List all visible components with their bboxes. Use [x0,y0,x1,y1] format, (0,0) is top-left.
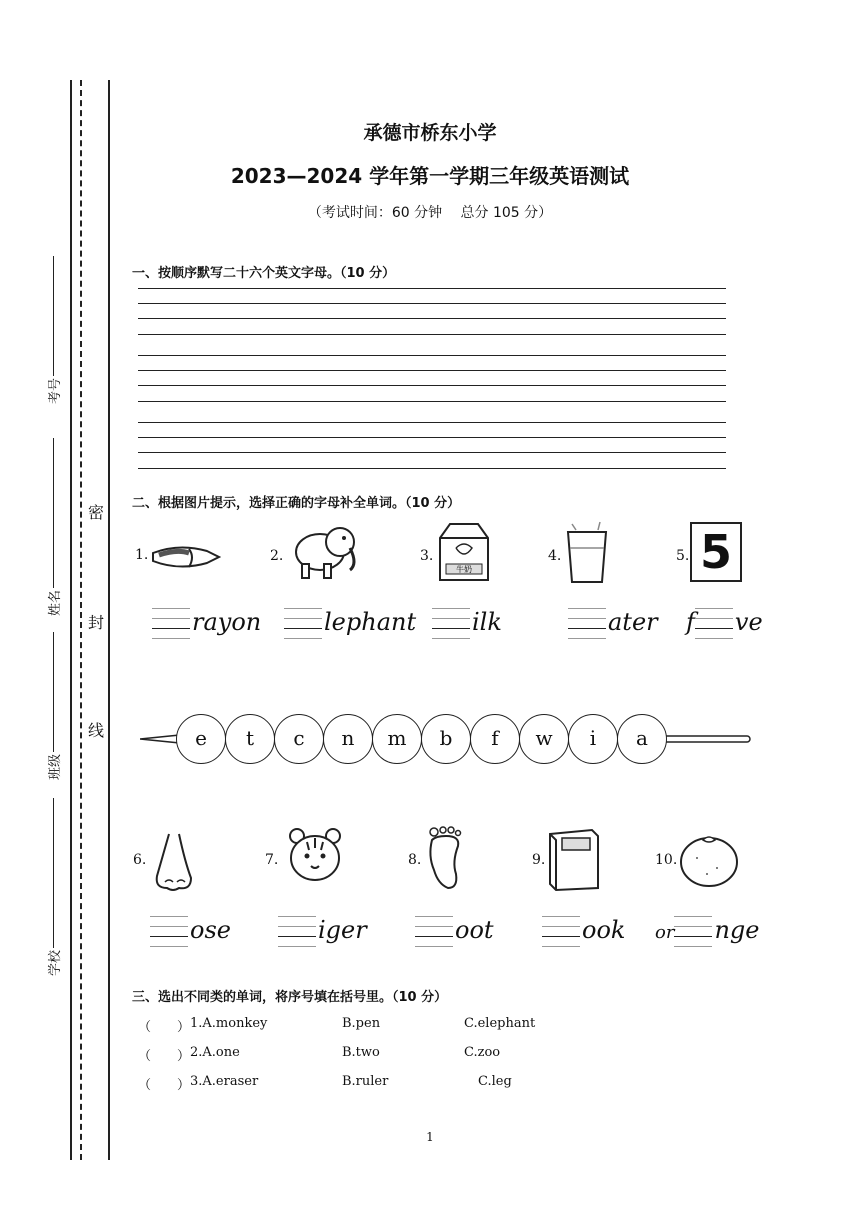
picture-item-4: 4. [548,520,658,590]
seal-char-feng: 封 [88,613,105,632]
exam-info: （考试时间：60 分钟 总分 105 分） [307,205,553,221]
picture-item-7: 7. [265,826,375,896]
elephant-icon [284,520,364,584]
orange-icon [677,828,741,890]
picture-item-2: 2. [270,520,380,590]
word-fill-10[interactable]: or nge [655,914,759,944]
letter-bead: c [274,714,324,764]
letter-bead: w [519,714,569,764]
picture-item-3: 3. 牛奶 [420,520,530,590]
exam-title: 2023—2024 学年第一学期三年级英语测试 [230,164,630,188]
picture-item-9: 9. [532,826,642,896]
milk-label: 牛奶 [456,565,472,574]
letter-blank[interactable] [278,914,316,944]
section3-heading: 三、选出不同类的单词，将序号填在括号里。（10 分） [132,990,448,1005]
section2-heading: 二、根据图片提示，选择正确的字母补全单词。（10 分） [132,496,461,511]
option-c: C.leg [478,1074,512,1089]
option-a: 1.A.monkey [190,1016,268,1031]
seal-char-xian: 线 [88,721,105,740]
option-a: 2.A.one [190,1045,240,1060]
margin-line-outer [70,80,72,1160]
letter-blank[interactable] [568,606,606,636]
exam-no-field[interactable] [44,256,63,404]
word-fill-1[interactable]: rayon [152,606,261,636]
letter-blank[interactable] [432,606,470,636]
letter-bead: a [617,714,667,764]
page-number: 1 [426,1130,434,1144]
tiger-icon [283,826,347,890]
margin-line-dashed [80,80,82,1160]
answer-bracket[interactable]: （ ） [138,1020,191,1035]
letter-blank[interactable] [674,914,712,944]
letter-bead-skewer [140,714,760,768]
picture-item-10: 10. [655,826,765,896]
picture-item-8: 8. [408,826,518,896]
answer-bracket[interactable]: （ ） [138,1049,191,1064]
name-label: 姓名 [48,589,63,616]
nose-icon [151,832,197,894]
picture-item-6: 6. [133,828,243,898]
school-field[interactable] [44,798,63,976]
word-fill-8[interactable]: oot [415,914,494,944]
letter-bead: i [568,714,618,764]
word-fill-9[interactable]: ook [542,914,625,944]
margin-line-inner [108,80,110,1160]
picture-item-5: 5. 5 [676,522,786,592]
number-five-icon: 5 [690,522,742,582]
word-fill-2[interactable]: lephant [284,606,416,636]
picture-item-1: 1. [135,525,245,595]
letter-blank[interactable] [152,606,190,636]
school-name: 承德市桥东小学 [363,122,497,144]
answer-bracket[interactable]: （ ） [138,1078,191,1093]
letter-bead: m [372,714,422,764]
letter-bead: b [421,714,471,764]
option-a: 3.A.eraser [190,1074,259,1089]
word-fill-6[interactable]: ose [150,914,231,944]
water-glass-icon [562,520,612,586]
letter-blank[interactable] [695,606,733,636]
letter-blank[interactable] [284,606,322,636]
class-field[interactable] [44,632,63,780]
milk-carton-icon [434,520,494,584]
section1-heading: 一、按顺序默写二十六个英文字母。（10 分） [132,266,396,281]
option-b: B.pen [342,1016,381,1031]
word-fill-4[interactable]: ater [568,606,658,636]
school-label: 学校 [48,949,63,976]
letter-blank[interactable] [415,914,453,944]
letter-bead: f [470,714,520,764]
letter-bead: n [323,714,373,764]
foot-icon [422,826,472,892]
seal-char-mi: 密 [88,503,105,522]
book-icon [546,828,602,892]
class-label: 班级 [48,753,63,780]
letter-bead: e [176,714,226,764]
word-fill-3[interactable]: ilk [432,606,502,636]
option-c: C.zoo [464,1045,501,1060]
option-b: B.ruler [342,1074,389,1089]
option-c: C.elephant [464,1016,536,1031]
letter-blank[interactable] [542,914,580,944]
crayon-icon [149,539,221,575]
word-fill-7[interactable]: iger [278,914,367,944]
letter-blank[interactable] [150,914,188,944]
option-b: B.two [342,1045,380,1060]
exam-no-label: 考号 [48,377,63,404]
word-fill-5[interactable]: f ve [686,606,763,636]
letter-bead: t [225,714,275,764]
name-field[interactable] [44,438,63,616]
